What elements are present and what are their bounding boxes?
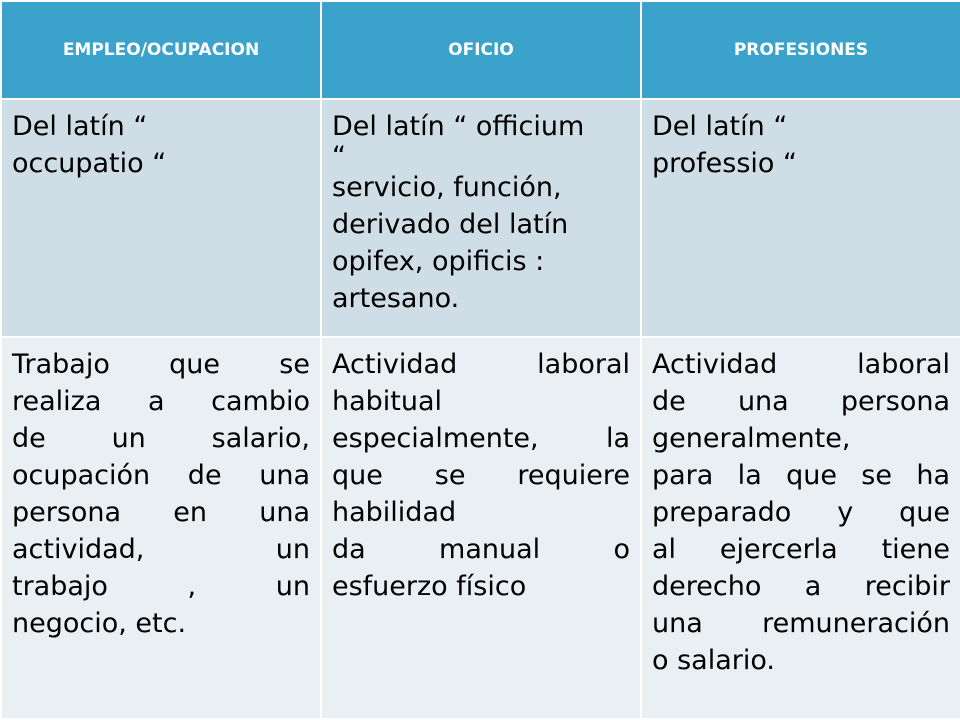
- text-line: opifex, opificis :: [332, 246, 545, 277]
- text-line: professio “: [652, 148, 798, 179]
- text-line: al ejercerla tiene: [652, 534, 950, 565]
- text-line: esfuerzo físico: [332, 571, 527, 602]
- header-empleo-ocupacion: EMPLEO/OCUPACION: [1, 1, 321, 99]
- text-line: Actividad laboral: [332, 349, 630, 380]
- cell-origin-oficio: [321, 99, 641, 337]
- text-line: generalmente,: [652, 423, 851, 454]
- text-line: especialmente, la: [332, 423, 630, 454]
- text-line: una remuneración: [652, 608, 950, 639]
- text-line: o salario.: [652, 645, 775, 676]
- origin-empleo-text: [2, 100, 320, 182]
- text-line: habilidad: [332, 497, 457, 528]
- origin-profesiones-text: [642, 100, 960, 182]
- text-line: actividad, un: [12, 534, 310, 565]
- header-row: [1, 1, 960, 99]
- text-line: Actividad laboral: [652, 349, 950, 380]
- origin-oficio-text: [322, 100, 640, 317]
- text-line: habitual: [332, 386, 443, 417]
- text-line: de un salario,: [12, 423, 310, 454]
- text-line: derecho a recibir: [652, 571, 950, 602]
- text-line: derivado del latín: [332, 209, 569, 240]
- definition-empleo-text: [2, 338, 320, 642]
- text-line: preparado y que: [652, 497, 950, 528]
- text-line: Trabajo que se: [12, 349, 310, 380]
- text-line: ocupación de una: [12, 460, 310, 491]
- table-body: [1, 99, 960, 719]
- text-line: da manual o: [332, 534, 630, 565]
- text-line: para la que se ha: [652, 460, 950, 491]
- text-line: de una persona: [652, 386, 950, 417]
- text-line: realiza a cambio: [12, 386, 310, 417]
- etymology-row: [1, 99, 960, 337]
- text-line: occupatio “: [12, 148, 167, 179]
- text-line: artesano.: [332, 283, 460, 314]
- text-line: servicio, función,: [332, 172, 562, 203]
- cell-def-empleo: [1, 337, 321, 719]
- definition-row: [1, 337, 960, 719]
- definition-oficio-text: [322, 338, 640, 605]
- definition-profesiones-text: [642, 338, 960, 679]
- text-line: “: [332, 141, 346, 172]
- cell-origin-empleo: [1, 99, 321, 337]
- header-profesiones: PROFESIONES: [641, 1, 960, 99]
- cell-origin-profesiones: [641, 99, 960, 337]
- text-line: persona en una: [12, 497, 310, 528]
- text-line: Del latín “ officium: [332, 111, 585, 142]
- text-line: trabajo , un: [12, 571, 310, 602]
- table-header: [1, 1, 960, 99]
- text-line: Del latín “: [12, 111, 148, 142]
- header-oficio: OFICIO: [321, 1, 641, 99]
- text-line: Del latín “: [652, 111, 788, 142]
- cell-def-oficio: [321, 337, 641, 719]
- text-line: negocio, etc.: [12, 608, 187, 639]
- cell-def-profesiones: [641, 337, 960, 719]
- text-line: que se requiere: [332, 460, 630, 491]
